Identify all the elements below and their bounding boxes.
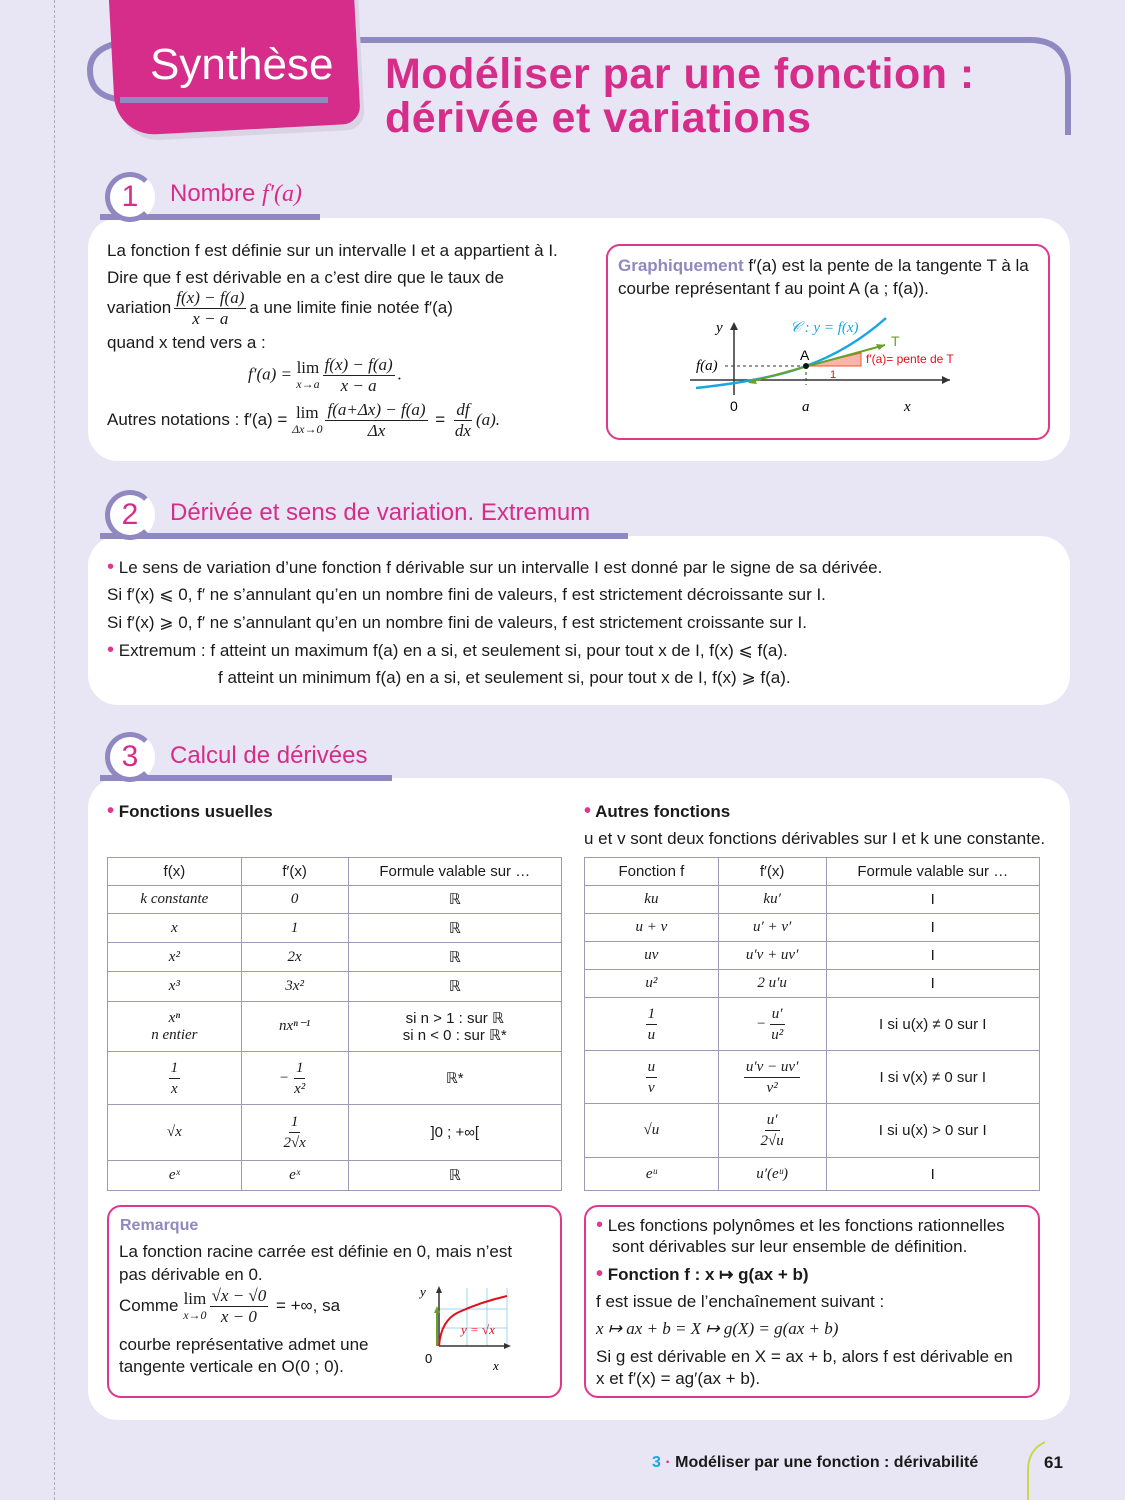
usual-derivatives-table: [107, 857, 562, 1191]
section-1-title: [170, 180, 302, 208]
point-a: [803, 363, 809, 369]
minus-sign: −: [756, 1015, 767, 1032]
table-row: [108, 943, 562, 972]
minus-sign: −: [278, 1069, 290, 1086]
table-cell: [718, 914, 826, 942]
table-cell: [108, 1052, 242, 1105]
sqrt-curve: [439, 1296, 507, 1346]
column-header: [826, 858, 1039, 886]
fraction: [292, 1058, 307, 1099]
table-row: [108, 1052, 562, 1105]
pre: Comme: [119, 1295, 184, 1315]
denominator: Δx: [367, 421, 386, 440]
table-cell: [718, 1104, 826, 1158]
numerator: f(x) − f(a): [324, 355, 393, 374]
denominator: 2√u: [760, 1133, 784, 1149]
limit: [296, 357, 320, 392]
cell-text: x²: [168, 948, 180, 965]
title-line-2: dérivée et variations: [385, 94, 812, 142]
table-row: [585, 1158, 1040, 1191]
other-derivatives-table: [584, 857, 1040, 1191]
tangent-label: T: [891, 333, 900, 349]
table-cell: [108, 1105, 242, 1161]
fraction: [210, 1286, 269, 1327]
other-functions-intro: u et v sont deux fonctions dérivables sur I et k une constante.: [584, 829, 1046, 848]
denominator: v: [648, 1079, 655, 1096]
cell-text: I: [930, 975, 935, 992]
table-cell: [826, 1158, 1039, 1191]
s1-line-4: quand x tend vers a :: [107, 333, 266, 352]
bullet-icon: •: [107, 800, 115, 822]
s1-line-3: [107, 288, 453, 329]
cell-text: ℝ: [448, 1167, 461, 1184]
remark-line-1: La fonction racine carrée est définie en 0, mais n’est: [119, 1242, 513, 1261]
denominator: u: [647, 1026, 656, 1043]
column-header: [585, 858, 719, 886]
table-row: [585, 998, 1040, 1051]
cell-text: eˣ: [289, 1167, 301, 1183]
box2-line-6: x et f′(x) = ag′(ax + b).: [596, 1369, 761, 1388]
column-header: [348, 858, 561, 886]
table-cell: [826, 970, 1039, 998]
box2-line-5: Si g est dérivable en X = ax + b, alors f est dérivable en: [596, 1347, 1013, 1366]
cell-text: x³: [168, 978, 180, 994]
cell-text: eˣ: [168, 1167, 180, 1183]
curve-label: y = √x: [461, 1322, 495, 1337]
synthese-label: Synthèse: [150, 40, 334, 89]
table-cell: [826, 998, 1039, 1051]
denominator: dx: [454, 421, 471, 440]
cell-text: u′(eᵘ): [756, 1165, 789, 1182]
table-cell: [241, 1105, 348, 1161]
table-cell: [241, 1161, 348, 1191]
section-3-title: Calcul de dérivées: [170, 742, 368, 769]
numerator: u′v − uv′: [744, 1057, 801, 1078]
usual-functions-heading: [107, 800, 273, 823]
box-label: Graphiquement: [618, 256, 744, 275]
sqrt-graph: [415, 1282, 515, 1377]
fraction: [769, 1004, 785, 1045]
s1-line-2: Dire que f est dérivable en a c’est dire que le taux de: [107, 268, 504, 287]
fraction: [646, 1057, 658, 1098]
numerator: u′: [770, 1004, 785, 1025]
page-title: [385, 52, 975, 140]
s2-l4-text: Extremum : f atteint un maximum f(a) en a si, et seulement si, pour tout x de I, f(x) ⩽ f(a).: [118, 641, 788, 660]
f-lhs: f′(a) =: [248, 364, 297, 384]
origin-label: 0: [425, 1351, 433, 1366]
cell-text: I: [930, 947, 935, 964]
y-label: y: [420, 1284, 426, 1299]
numerator: df: [456, 400, 470, 419]
table-cell: [585, 886, 719, 914]
section-1-title-math: f′(a): [262, 181, 302, 207]
text: Les fonctions polynômes et les fonctions rationnelles: [607, 1216, 1005, 1235]
box2-line-2: [596, 1263, 809, 1286]
cell-text: ℝ*: [445, 1069, 464, 1087]
column-header: [108, 858, 242, 886]
heading-text: Autres fonctions: [595, 802, 731, 821]
table-row: [108, 1105, 562, 1161]
table-row: [108, 1002, 562, 1052]
table-cell: [241, 886, 348, 914]
denominator: x − 0: [220, 1307, 257, 1326]
cell-text: k constante: [140, 891, 209, 907]
remark-line-5: tangente verticale en O(0 ; 0).: [119, 1357, 344, 1376]
bullet-icon: •: [107, 556, 115, 578]
other-functions-heading: [584, 800, 730, 823]
table-cell: [108, 914, 242, 943]
table-cell: [241, 972, 348, 1002]
table-row: [585, 1104, 1040, 1158]
s2-line-5: f atteint un minimum f(a) en a si, et seulement si, pour tout x de I, f(x) ⩾ f(a).: [218, 668, 791, 687]
rate-fraction: [174, 288, 246, 329]
cell-text: xⁿ: [168, 1009, 181, 1026]
tangent-graph: [680, 310, 980, 420]
denominator: x²: [294, 1080, 306, 1097]
cell-text: I si v(x) ≠ 0 sur I: [879, 1068, 987, 1086]
numerator: 1: [289, 1112, 301, 1133]
denominator: v²: [766, 1079, 778, 1096]
remark-line-4: courbe représentative admet une: [119, 1335, 369, 1354]
cell-text: Formule valable sur …: [379, 863, 531, 880]
s2-l1-text: Le sens de variation d’une fonction f dérivable sur un intervalle I est donné par le signe de sa dérivée.: [118, 558, 883, 577]
column-header: [241, 858, 348, 886]
table-cell: [108, 886, 242, 914]
table-row: [585, 914, 1040, 942]
cell-text: u′ + v′: [752, 919, 792, 935]
fraction: [169, 1058, 181, 1099]
table-cell: [241, 1052, 348, 1105]
denominator: x − a: [340, 376, 377, 395]
cell-text: √x: [166, 1124, 182, 1140]
cell-text: ℝ: [448, 891, 461, 908]
fraction: [281, 1112, 307, 1153]
fa-label: f(a): [696, 358, 718, 374]
cell-text: si n < 0 : sur ℝ*: [402, 1026, 507, 1044]
x-label: x: [904, 399, 911, 415]
cell-text: I: [930, 1165, 935, 1183]
table-header-row: [108, 858, 562, 886]
lim: lim: [183, 1288, 207, 1308]
s1-l3-pre: variation: [107, 297, 172, 317]
cell-text: u + v: [635, 919, 668, 935]
limit: [183, 1288, 207, 1323]
table-cell: [348, 1105, 561, 1161]
cell-text: nxⁿ⁻¹: [278, 1018, 311, 1034]
table-cell: [718, 970, 826, 998]
box2-line-3: f est issue de l’enchaînement suivant :: [596, 1292, 885, 1311]
table-row: [108, 886, 562, 914]
table-row: [585, 970, 1040, 998]
numerator: 1: [169, 1058, 181, 1079]
x-arrow-icon: [942, 376, 950, 384]
chapter-title: Modéliser par une fonction : dérivabilité: [675, 1454, 979, 1471]
cell-text: ℝ: [448, 919, 461, 937]
cell-text: f(x): [163, 863, 186, 880]
table-cell: [241, 914, 348, 943]
separator: ·: [660, 1454, 676, 1471]
table-cell: [585, 1158, 719, 1191]
limit: [292, 402, 323, 437]
lim-sub: x→a: [296, 376, 320, 391]
table-cell: [826, 942, 1039, 970]
numerator: u: [646, 1057, 658, 1078]
table-cell: [585, 914, 719, 942]
bullet-icon: •: [596, 1214, 604, 1236]
numerator: f(a+Δx) − f(a): [327, 400, 426, 419]
cell-text: u²: [645, 975, 658, 991]
table-cell: [241, 943, 348, 972]
box-line-2: courbe représentant f au point A (a ; f(a)).: [618, 279, 929, 298]
y-arrow-icon: [436, 1286, 442, 1293]
numerator: u′: [765, 1110, 780, 1131]
numerator: 1: [646, 1004, 658, 1025]
table-cell: [585, 1104, 719, 1158]
numerator: 1: [294, 1058, 306, 1079]
f-end: .: [397, 364, 402, 384]
table-row: [108, 914, 562, 943]
bullet-icon: •: [584, 800, 592, 822]
text: Fonction f : x ↦ g(ax + b): [607, 1265, 809, 1284]
s2-line-2: Si f′(x) ⩽ 0, f′ ne s’annulant qu’en un nombre fini de valeurs, f est strictement décroissante sur I.: [107, 585, 826, 604]
cell-text: ℝ: [448, 978, 461, 995]
cell-text: Fonction f: [618, 863, 685, 880]
table-cell: [348, 943, 561, 972]
section-2-number: 2: [105, 490, 155, 540]
curve-label: 𝒞 : y = f(x): [790, 320, 859, 336]
box2-line-1b: sont dérivables sur leur ensemble de définition.: [612, 1237, 968, 1256]
unit-label: 1: [830, 369, 837, 381]
table-cell: [108, 972, 242, 1002]
table-row: [108, 972, 562, 1002]
derivative-definition-formula: [248, 355, 402, 396]
table-cell: [585, 998, 719, 1051]
footer-chapter: [652, 1452, 978, 1474]
fraction: [323, 355, 395, 396]
table-cell: [348, 1161, 561, 1191]
column-header: [718, 858, 826, 886]
table-cell: [826, 914, 1039, 942]
cell-text: I: [930, 919, 935, 936]
a-label: a: [802, 399, 810, 415]
cell-text: uv: [644, 947, 659, 963]
leibniz-fraction: [453, 400, 473, 441]
cell-text: 1: [290, 919, 299, 936]
cell-text: f′(x): [282, 863, 307, 880]
tangent-line: [750, 345, 885, 382]
section-1-number: 1: [105, 172, 155, 222]
table-cell: [241, 1002, 348, 1052]
table-row: [585, 942, 1040, 970]
table-cell: [108, 1002, 242, 1052]
bullet-icon: •: [107, 639, 115, 661]
s1-line-1: La fonction f est définie sur un intervalle I et a appartient à I.: [107, 241, 558, 260]
lim-sub: x→0: [183, 1307, 207, 1322]
cell-text: ku: [644, 891, 659, 907]
post: = +∞, sa: [271, 1295, 341, 1315]
fraction: [759, 1110, 786, 1151]
cell-text: n entier: [151, 1026, 198, 1043]
tab-underline: [120, 97, 328, 103]
cell-text: √u: [643, 1122, 660, 1138]
cell-text: si n > 1 : sur ℝ: [405, 1009, 504, 1027]
denominator: u²: [771, 1026, 784, 1043]
table-cell: [585, 1051, 719, 1104]
table-cell: [718, 942, 826, 970]
cell-text: 0: [290, 891, 299, 907]
section-2-underline: [100, 533, 628, 539]
remark-label: Remarque: [120, 1217, 199, 1234]
box2-line-1: [596, 1214, 1005, 1237]
numerator: √x − √0: [211, 1286, 267, 1305]
title-line-1: Modéliser par une fonction :: [385, 50, 975, 98]
table-cell: [348, 1002, 561, 1052]
margin-dashed-line: [54, 0, 55, 1500]
fraction: [646, 1004, 658, 1045]
cell-text: ]0 ; +∞[: [430, 1124, 480, 1141]
table-cell: [585, 970, 719, 998]
table-cell: [718, 1051, 826, 1104]
s1-l3-post: a une limite finie notée f′(a): [249, 297, 453, 317]
cell-text: Formule valable sur …: [857, 863, 1009, 880]
lim: lim: [296, 357, 320, 377]
cell-text: ℝ: [448, 948, 461, 966]
cell-text: eᵘ: [645, 1165, 657, 1182]
cell-text: f′(x): [759, 863, 785, 880]
table-row: [585, 1051, 1040, 1104]
table-cell: [718, 998, 826, 1051]
x-label: x: [493, 1358, 499, 1373]
lim: lim: [295, 402, 319, 422]
s2-line-1: [107, 556, 882, 579]
box-text: f′(a) est la pente de la tangente T à la: [743, 256, 1029, 275]
cell-text: u′v + uv′: [745, 947, 799, 963]
cell-text: I: [930, 891, 935, 908]
table-cell: [718, 886, 826, 914]
alt-pre: Autres notations : f′(a) =: [107, 409, 293, 429]
table-cell: [718, 1158, 826, 1191]
box2-line-4: x ↦ ax + b = X ↦ g(X) = g(ax + b): [596, 1319, 839, 1338]
numerator: f(x) − f(a): [176, 288, 245, 307]
chapter-number: 3: [652, 1454, 661, 1471]
cell-text: 2 u′u: [757, 975, 787, 991]
table-cell: [108, 1161, 242, 1191]
alt-end: (a).: [475, 409, 501, 429]
table-cell: [826, 1104, 1039, 1158]
table-cell: [826, 886, 1039, 914]
y-arrow-icon: [730, 322, 738, 330]
table-row: [585, 886, 1040, 914]
page-number: 61: [1044, 1453, 1063, 1472]
cell-text: ku′: [763, 891, 781, 907]
table-cell: [585, 942, 719, 970]
origin-label: 0: [730, 398, 738, 414]
table-cell: [826, 1051, 1039, 1104]
table-cell: [348, 886, 561, 914]
other-notations: [107, 400, 500, 441]
y-label: y: [716, 320, 723, 336]
table-header-row: [585, 858, 1040, 886]
fraction: [744, 1057, 801, 1098]
lim-sub: Δx→0: [292, 421, 323, 436]
remark-line-3: [119, 1286, 340, 1327]
bullet-icon: •: [596, 1263, 604, 1285]
cell-text: I si u(x) ≠ 0 sur I: [879, 1015, 987, 1033]
table-cell: [348, 1052, 561, 1105]
table-cell: [348, 972, 561, 1002]
cell-text: 2x: [287, 948, 302, 965]
section-1-title-text: Nombre: [170, 180, 263, 207]
table-cell: [348, 914, 561, 943]
s2-line-3: Si f′(x) ⩾ 0, f′ ne s’annulant qu’en un nombre fini de valeurs, f est strictement croissante sur I.: [107, 613, 807, 632]
point-label: A: [800, 347, 810, 363]
cell-text: I si u(x) > 0 sur I: [878, 1122, 987, 1139]
table-row: [108, 1161, 562, 1191]
denominator: x: [171, 1080, 178, 1097]
s2-line-4: [107, 639, 788, 662]
section-3-number: 3: [105, 732, 155, 782]
cell-text: 3x²: [285, 978, 304, 994]
denominator: 2√x: [283, 1135, 306, 1151]
table-cell: [108, 943, 242, 972]
equals: =: [430, 409, 450, 429]
remark-line-2: pas dérivable en 0.: [119, 1265, 263, 1284]
section-2-title: Dérivée et sens de variation. Extremum: [170, 499, 591, 526]
heading-text: Fonctions usuelles: [118, 802, 273, 821]
fraction: [325, 400, 427, 441]
cell-text: x: [171, 919, 178, 936]
slope-label: f′(a)= pente de T: [866, 352, 954, 366]
box-line-1: [618, 255, 1029, 277]
denominator: x − a: [192, 309, 229, 328]
